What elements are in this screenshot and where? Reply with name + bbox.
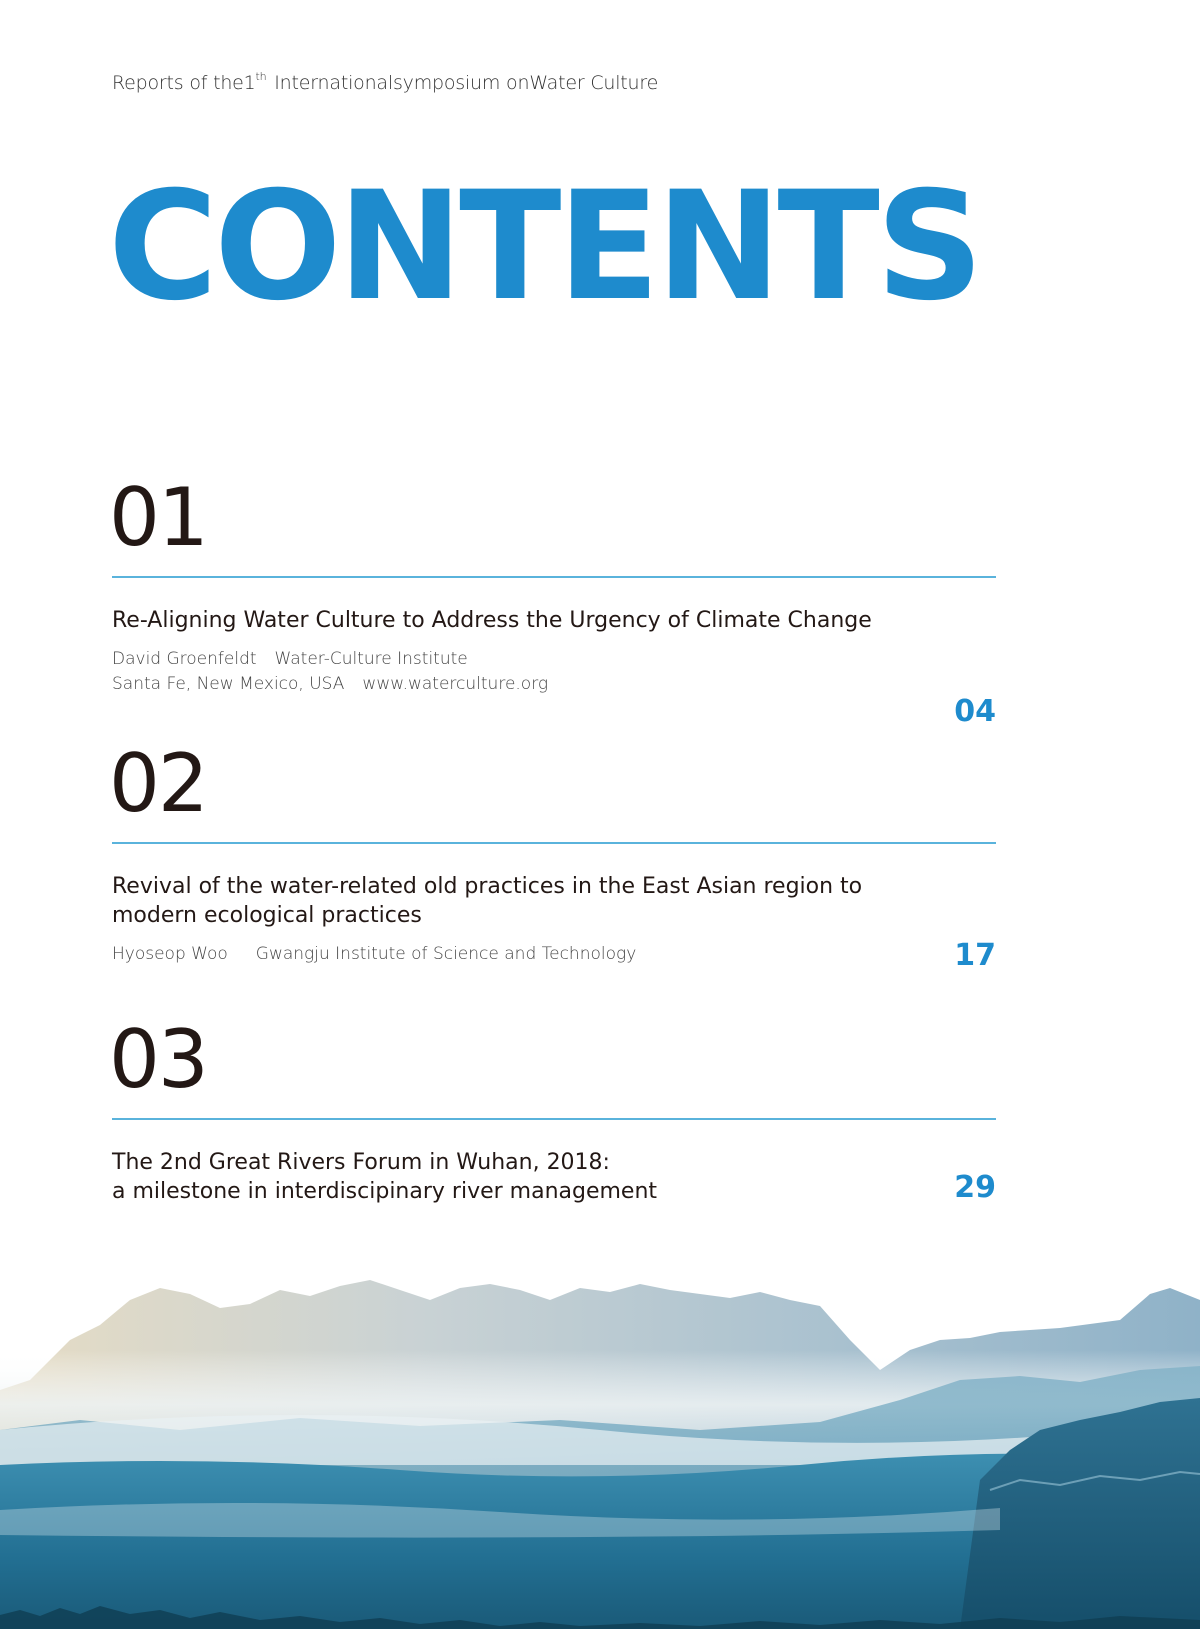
toc-entry-title: Revival of the water-related old practices in the East Asian region to modern ecological practices bbox=[112, 874, 863, 928]
author-affiliation: Water-Culture Institute bbox=[274, 649, 468, 669]
toc-entry[interactable] bbox=[112, 1148, 996, 1206]
section-number: 03 bbox=[109, 1013, 207, 1106]
running-title-prefix: Reports of the1 bbox=[112, 72, 256, 94]
section-divider bbox=[112, 1118, 996, 1120]
running-head bbox=[112, 70, 658, 94]
page-number: 17 bbox=[954, 938, 996, 973]
author-affiliation: Gwangju Institute of Science and Technology bbox=[255, 944, 637, 964]
section-03 bbox=[109, 1013, 996, 1206]
page-number: 29 bbox=[954, 1170, 996, 1205]
section-01 bbox=[109, 471, 996, 729]
toc-entry-meta bbox=[112, 942, 996, 967]
section-divider bbox=[112, 842, 996, 844]
running-title-suffix: Internationalsymposium onWater Culture bbox=[274, 72, 659, 94]
toc-entry-title bbox=[112, 1148, 872, 1206]
author-location: Santa Fe, New Mexico, USA bbox=[112, 674, 345, 694]
author-name: Hyoseop Woo bbox=[112, 944, 228, 964]
running-title-superscript: th bbox=[255, 70, 267, 83]
toc-entry-title-line2: a milestone in interdiscipinary river management bbox=[112, 1179, 658, 1204]
page-title: CONTENTS bbox=[108, 160, 980, 334]
section-02 bbox=[109, 737, 996, 973]
section-number: 02 bbox=[109, 737, 207, 830]
section-number: 01 bbox=[109, 471, 207, 564]
section-divider bbox=[112, 576, 996, 578]
toc-entry[interactable] bbox=[112, 872, 996, 973]
mountain-landscape-photo bbox=[0, 1280, 1200, 1629]
toc-entry-title: Re-Aligning Water Culture to Address the Urgency of Climate Change bbox=[112, 608, 872, 633]
author-website: www.waterculture.org bbox=[362, 674, 549, 694]
toc-entry[interactable] bbox=[112, 606, 996, 729]
page-number: 04 bbox=[954, 694, 996, 729]
toc-entry-meta bbox=[112, 647, 996, 697]
author-name: David Groenfeldt bbox=[112, 649, 257, 669]
toc-entry-title-line1: The 2nd Great Rivers Forum in Wuhan, 2018: bbox=[112, 1150, 610, 1175]
